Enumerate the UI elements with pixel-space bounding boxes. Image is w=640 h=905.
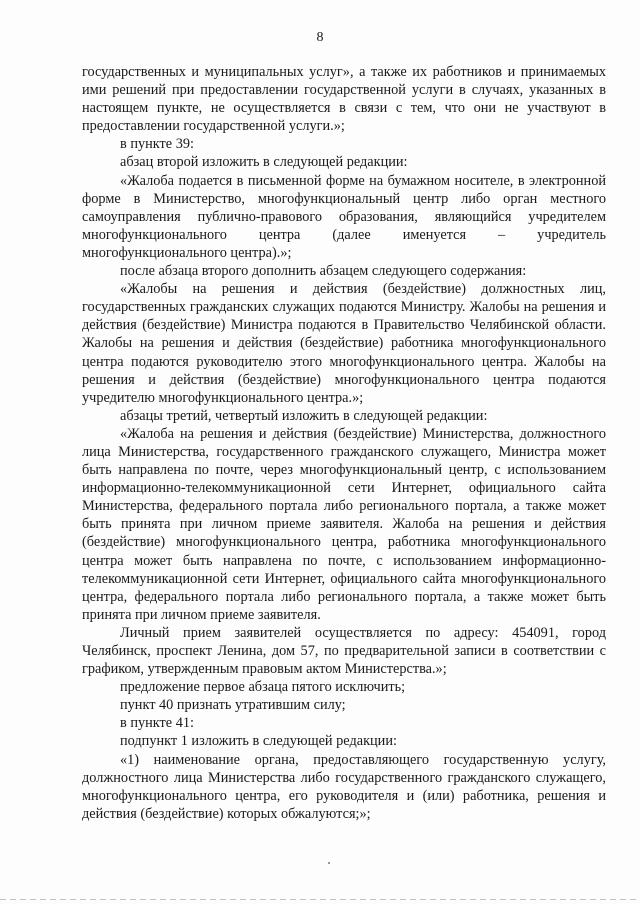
paragraph-continuation: государственных и муниципальных услуг», а также их работников и принимаемых ими решений при предоставлении государственной услуги в случаях, указанных в настоящем пункте, не осуществляется в связи с тем, что они не участвуют в предоставлении государственной услуги.»; (82, 64, 606, 135)
paragraph-instruction: после абзаца второго дополнить абзацем следующего содержания: (120, 263, 527, 280)
paragraph-item-41: в пункте 41: (120, 715, 194, 732)
scan-speck (328, 862, 330, 864)
paragraph-address: Личный прием заявителей осуществляется по адресу: 454091, город Челябинск, проспект Ленина, дом 57, по предварительной записи в соответствии с графиком, утвержденным правовым актом Министерства.»; (82, 624, 606, 678)
paragraph-instruction: абзац второй изложить в следующей редакции: (120, 154, 408, 171)
paragraph-instruction: подпункт 1 изложить в следующей редакции: (120, 733, 397, 750)
paragraph-instruction: абзацы третий, четвертый изложить в следующей редакции: (120, 407, 488, 424)
page-number: 8 (316, 30, 324, 45)
document-body (82, 63, 606, 823)
paragraph-quote: «Жалобы на решения и действия (бездействие) должностных лиц, государственных гражданских служащих подаются Министру. Жалобы на решения и действия (бездействие) Министра подаются в Правительство Челябинской области. Жалобы на решения и действия (бездействие) работника многофункционального центра подаются руководителю этого многофункционального центра. Жалобы на решения и действия (бездействие) многофункционального центра подаются учредителю многофункционального центра.»; (82, 281, 606, 406)
paragraph-instruction: пункт 40 признать утратившим силу; (120, 697, 346, 714)
paragraph-item-39: в пункте 39: (120, 136, 194, 153)
paragraph-quote: «1) наименование органа, предоставляющего государственную услугу, должностного лица Министерства либо государственного гражданского служащего, многофункционального центра, его руководителя и (или) работника, решения и действия (бездействие) которых обжалуются;»; (82, 751, 606, 822)
paragraph-quote: «Жалоба на решения и действия (бездействие) Министерства, должностного лица Министерства, государственного гражданского служащего, Министра может быть направлена по почте, через многофункциональный центр, с использованием информационно-телекоммуникационной сети Интернет, официального сайта Министерства, федерального портала либо регионального портала, а также может быть принята при личном приеме заявителя. Жалоба на решения и действия (бездействие) многофункционального центра, работника многофункционального центра может быть направлена по почте, с использованием информационно-телекоммуникационной сети Интернет, официального сайта многофункционального центра, федерального портала либо регионального портала, а также может быть принята при личном приеме заявителя. (82, 425, 606, 623)
scan-bottom-edge (0, 899, 640, 900)
paragraph-quote: «Жалоба подается в письменной форме на бумажном носителе, в электронной форме в Министерство, многофункциональный центр либо орган местного самоуправления публично-правового образования, являющийся учредителем многофункционального центра (далее именуется – учредитель многофункционального центра).»; (82, 172, 606, 261)
paragraph-instruction: предложение первое абзаца пятого исключить; (120, 679, 406, 696)
